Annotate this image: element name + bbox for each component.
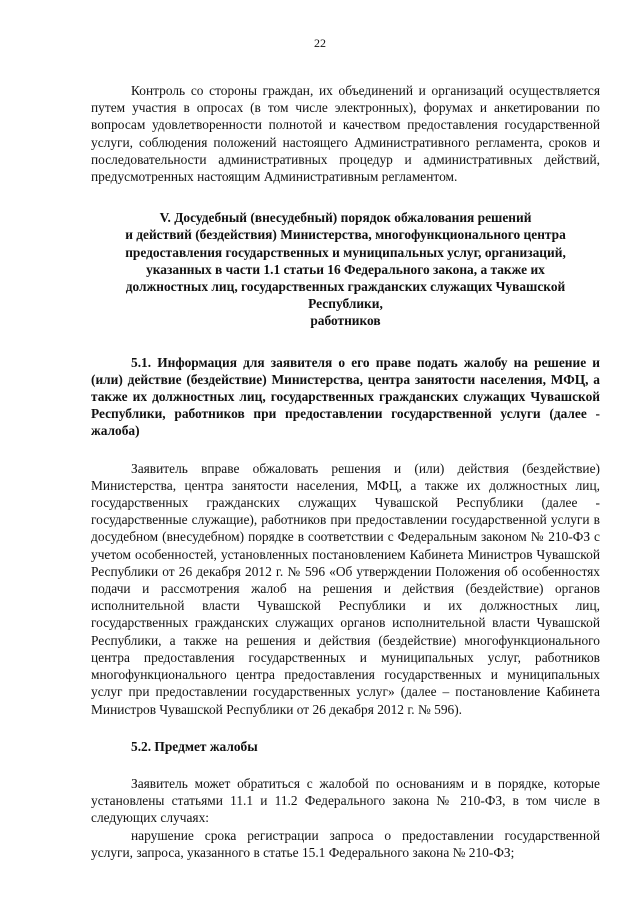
section-title-line: Республики, xyxy=(308,296,383,312)
list-item: нарушение срока регистрации запроса о предоставлении государственной услуги, запроса, указанного в статье 15.1 Федерального закона № 210-ФЗ; xyxy=(91,827,600,860)
section-title-line: указанных в части 1.1 статьи 16 Федерального закона, а также их xyxy=(146,261,545,277)
paragraph-control: Контроль со стороны граждан, их объединений и организаций осуществляется путем участия в опросах (в том числе электронных), форумах и анкетировании по вопросам удовлетворенности полнотой и качеством предоставления государственной услуги, соблюдения положений настоящего Административного регламента, сроков и последовательности административных процедур и административных действий, предусмотренных настоящим Административным регламентом. xyxy=(91,83,600,185)
paragraph-5-2: Заявитель может обратиться с жалобой по основаниям и в порядке, которые установлены статьями 11.1 и 11.2 Федерального закона № 210-ФЗ, в том числе в следующих случаях: xyxy=(91,775,600,826)
page-number: 22 xyxy=(314,36,326,50)
section-title-line: работников xyxy=(310,313,381,329)
section-title-line: и действий (бездействия) Министерства, многофункционального центра xyxy=(125,227,566,243)
heading-5-2: 5.2. Предмет жалобы xyxy=(131,738,258,754)
heading-5-1: 5.1. Информация для заявителя о его праве подать жалобу на решение и (или) действие (бездействие) Министерства, центра занятости населения, МФЦ, а также их должностных лиц, государственных гражданских служащих Чувашской Республики, работников при предоставлении государственной услуги (далее - жалоба) xyxy=(91,354,600,439)
section-title-line: предоставления государственных и муниципальных услуг, организаций, xyxy=(125,244,566,260)
section-title-line: должностных лиц, государственных гражданских служащих Чувашской xyxy=(125,279,566,295)
section-title xyxy=(91,209,600,329)
paragraph-5-1: Заявитель вправе обжаловать решения и (или) действия (бездействие) Министерства, центра занятости населения, МФЦ, а также их должностных лиц, государственных гражданских служащих Чувашской Республики (далее - государственные служащие), работников при предоставлении государственной услуги в досудебном (внесудебном) порядке в соответствии с Федеральным законом № 210-ФЗ с учетом особенностей, установленных постановлением Кабинета Министров Чувашской Республики от 26 декабря 2012 г. № 596 «Об утверждении Положения об особенностях подачи и рассмотрения жалоб на решения и действия (бездействие) органов исполнительной власти Чувашской Республики и их должностных лиц, государственных гражданских служащих органов исполнительной власти Чувашской Республики, а также на решения и действия (бездействие) многофункционального центра предоставления государственных и муниципальных услуг, работников многофункционального центра предоставления государственных и муниципальных услуг при предоставлении государственных услуг» (далее – постановление Кабинета Министров Чувашской Республики от 26 декабря 2012 г. № 596). xyxy=(91,460,600,717)
section-title-line: V. Досудебный (внесудебный) порядок обжалования решений xyxy=(159,210,532,226)
page-content xyxy=(91,82,600,861)
